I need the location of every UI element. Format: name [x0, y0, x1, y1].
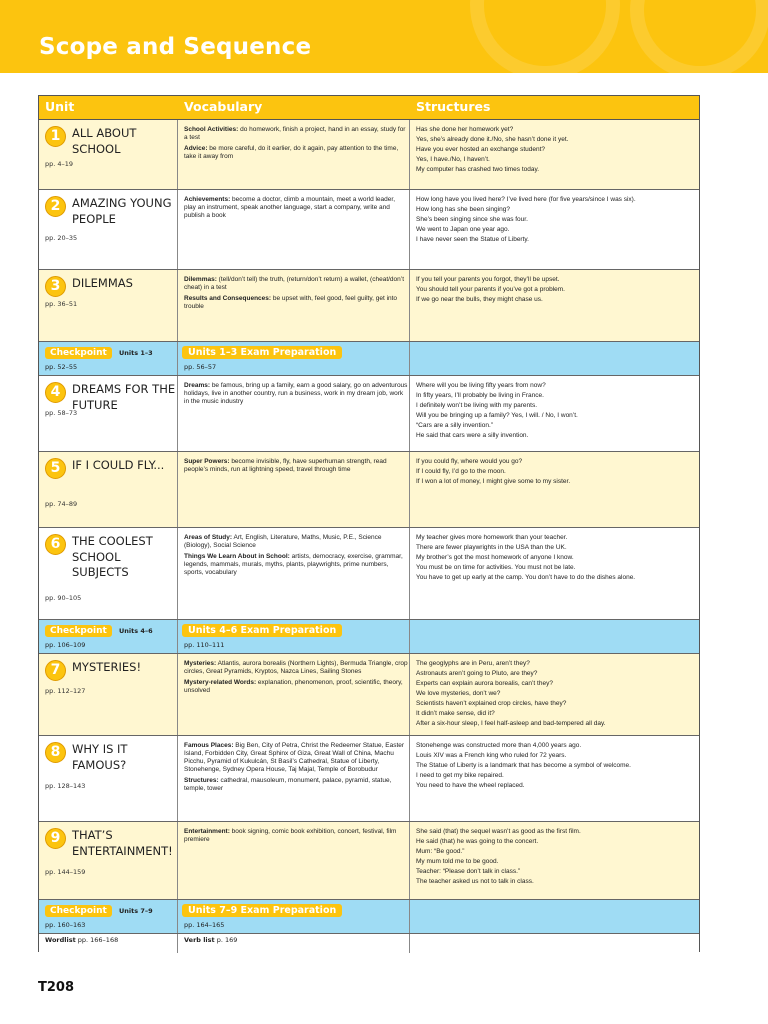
- scope-table: [38, 95, 700, 952]
- structure-line: Yes, I have./No, I haven’t.: [416, 156, 490, 163]
- unit-pages: pp. 4–19: [45, 160, 74, 168]
- vocab-label: School Activities:: [184, 126, 239, 133]
- vocab-entry: [184, 777, 408, 793]
- column-divider: [177, 934, 178, 953]
- header-vocabulary: Vocabulary: [184, 99, 263, 114]
- unit-title: ALL ABOUT SCHOOL: [72, 126, 137, 156]
- structures-cell: [416, 458, 698, 488]
- structure-line: Stonehenge was constructed more than 4,000 years ago.: [416, 742, 582, 749]
- vocab-entry: [184, 126, 408, 142]
- vocab-entry: [184, 660, 408, 676]
- structure-line: It didn’t make sense, did it?: [416, 710, 495, 717]
- vocabulary-cell: [184, 196, 408, 223]
- structures-cell: [416, 126, 698, 176]
- column-divider: [409, 900, 410, 933]
- vocab-label: Mystery-related Words:: [184, 679, 257, 686]
- vocabulary-cell: [184, 126, 408, 164]
- unit-row: [39, 822, 699, 900]
- unit-pages: pp. 36–51: [45, 300, 78, 308]
- vocabulary-cell: [184, 742, 408, 796]
- unit-pages: pp. 58–73: [45, 409, 78, 417]
- column-divider: [177, 822, 178, 899]
- structure-line: I definitely won’t be living with my parents.: [416, 402, 538, 409]
- vocab-label: Advice:: [184, 145, 208, 152]
- unit-number-badge: 1: [45, 126, 66, 147]
- structure-line: My mum told me to be good.: [416, 858, 499, 865]
- wordlist-ref: [45, 936, 118, 944]
- vocabulary-cell: [184, 534, 408, 580]
- verblist-ref: [184, 936, 237, 944]
- vocab-entry: [184, 382, 408, 406]
- banner-decoration: [470, 0, 620, 73]
- wordlist-label: Wordlist: [45, 936, 76, 944]
- checkpoint-badge: Checkpoint: [45, 347, 112, 359]
- column-divider: [177, 270, 178, 341]
- structure-line: Yes, she’s already done it./No, she hasn’t done it yet.: [416, 136, 569, 143]
- structure-line: Louis XIV was a French king who ruled for 72 years.: [416, 752, 567, 759]
- checkpoint-row: [39, 620, 699, 654]
- page-number: T208: [38, 980, 75, 995]
- structure-line: You have to get up early at the camp. You don’t have to do the dishes alone.: [416, 574, 636, 581]
- structure-line: He said (that) he was going to the concert.: [416, 838, 539, 845]
- exam-prep-pages: pp. 164–165: [184, 921, 225, 929]
- unit-pages: pp. 128–143: [45, 782, 86, 790]
- unit-row: [39, 270, 699, 342]
- unit-title: DREAMS FOR THE FUTURE: [72, 382, 176, 412]
- vocab-entry: [184, 145, 408, 161]
- structure-line: She said (that) the sequel wasn’t as good as the first film.: [416, 828, 581, 835]
- column-divider: [409, 120, 410, 189]
- column-divider: [177, 376, 178, 451]
- column-divider: [177, 190, 178, 269]
- structure-line: Teacher: “Please don’t talk in class.”: [416, 868, 521, 875]
- checkpoint-pages: pp. 160–163: [45, 921, 86, 929]
- vocab-entry: [184, 534, 408, 550]
- structure-line: After a six-hour sleep, I feel half-asleep and bad-tempered all day.: [416, 720, 606, 727]
- unit-row: [39, 736, 699, 822]
- structure-line: In fifty years, I’ll probably be living in France.: [416, 392, 544, 399]
- column-divider: [177, 736, 178, 821]
- banner-decoration: [630, 0, 768, 73]
- unit-number-badge: 8: [45, 742, 66, 763]
- vocab-text: book signing, comic book exhibition, concert, festival, film premiere: [184, 828, 397, 843]
- unit-title: WHY IS IT FAMOUS?: [72, 742, 128, 772]
- unit-row: [39, 654, 699, 736]
- structure-line: Where will you be living fifty years from now?: [416, 382, 546, 389]
- vocab-text: explanation, phenomenon, proof, scientific, theory, unsolved: [184, 679, 403, 694]
- unit-number-badge: 2: [45, 196, 66, 217]
- unit-title: THAT’S ENTERTAINMENT!: [72, 828, 173, 858]
- vocab-entry: [184, 458, 408, 474]
- vocab-text: (tell/don’t tell) the truth, (return/don’t return) a wallet, (cheat/don’t cheat) in a test: [184, 276, 405, 291]
- structure-line: Scientists haven’t explained crop circles, have they?: [416, 700, 567, 707]
- column-divider: [409, 342, 410, 375]
- unit-pages: pp. 74–89: [45, 500, 78, 508]
- unit-number-badge: 4: [45, 382, 66, 403]
- checkpoint-units: Units 4–6: [119, 627, 153, 635]
- structure-line: How long have you lived here? I’ve lived here (for five years/since I was six).: [416, 196, 636, 203]
- column-divider: [409, 452, 410, 527]
- footer-row: [39, 934, 699, 953]
- column-divider: [409, 736, 410, 821]
- structure-line: If you could fly, where would you go?: [416, 458, 523, 465]
- vocab-label: Results and Consequences:: [184, 295, 272, 302]
- unit-number-badge: 3: [45, 276, 66, 297]
- unit-number-badge: 9: [45, 828, 66, 849]
- column-divider: [409, 822, 410, 899]
- unit-row: [39, 528, 699, 620]
- exam-prep-badge: Units 1–3 Exam Preparation: [182, 346, 342, 359]
- structure-line: If we go near the bulls, they might chase us.: [416, 296, 543, 303]
- vocab-text: Art, English, Literature, Maths, Music, P.E., Science (Biology), Social Science: [184, 534, 382, 549]
- checkpoint-row: [39, 900, 699, 934]
- structures-cell: [416, 828, 698, 888]
- vocab-text: be upset with, feel good, feel guilty, get into trouble: [184, 295, 398, 310]
- exam-prep-badge: Units 7–9 Exam Preparation: [182, 904, 342, 917]
- column-divider: [177, 452, 178, 527]
- vocab-label: Things We Learn About in School:: [184, 553, 290, 560]
- vocab-entry: [184, 553, 408, 577]
- vocab-text: be famous, bring up a family, earn a good salary, go on adventurous holidays, live in another country, run a business, work in my dream job, work in the music industry: [184, 382, 408, 405]
- vocabulary-cell: [184, 458, 408, 477]
- column-divider: [409, 190, 410, 269]
- vocab-label: Mysteries:: [184, 660, 217, 667]
- vocab-label: Areas of Study:: [184, 534, 233, 541]
- column-divider: [177, 620, 178, 653]
- unit-number-badge: 5: [45, 458, 66, 479]
- checkpoint-units: Units 7–9: [119, 907, 153, 915]
- vocab-entry: [184, 276, 408, 292]
- column-divider: [409, 528, 410, 619]
- vocab-label: Structures:: [184, 777, 219, 784]
- unit-number-badge: 7: [45, 660, 66, 681]
- vocab-text: become invisible, fly, have superhuman strength, read people’s minds, run at lightning speed, travel through time: [184, 458, 387, 473]
- unit-row: [39, 120, 699, 190]
- page-title: Scope and Sequence: [39, 34, 312, 60]
- vocab-entry: [184, 295, 408, 311]
- structure-line: I have never seen the Statue of Liberty.: [416, 236, 529, 243]
- structure-line: “Cars are a silly invention.”: [416, 422, 493, 429]
- structure-line: You need to have the wheel replaced.: [416, 782, 525, 789]
- vocab-text: Atlantis, aurora borealis (Northern Lights), Bermuda Triangle, crop circles, Great Pyramids, Kryptos, Nazca Lines, Sailing Stones: [184, 660, 408, 675]
- unit-title: IF I COULD FLY...: [72, 458, 165, 472]
- header-unit: Unit: [45, 99, 75, 114]
- checkpoint-pages: pp. 52–55: [45, 363, 78, 371]
- unit-row: [39, 452, 699, 528]
- column-divider: [409, 934, 410, 953]
- structures-cell: [416, 742, 698, 792]
- column-divider: [177, 900, 178, 933]
- unit-row: [39, 376, 699, 452]
- structures-cell: [416, 276, 698, 306]
- exam-prep-badge: Units 4–6 Exam Preparation: [182, 624, 342, 637]
- vocab-text: artists, democracy, exercise, grammar, legends, mammals, murals, myths, plants, playwrights, prime numbers, sports, vocabulary: [184, 553, 403, 576]
- vocab-entry: [184, 828, 408, 844]
- structures-cell: [416, 660, 698, 730]
- unit-title: MYSTERIES!: [72, 660, 142, 674]
- vocab-label: Dilemmas:: [184, 276, 217, 283]
- vocab-text: cathedral, mausoleum, monument, palace, pyramid, statue, temple, tower: [184, 777, 392, 792]
- vocab-entry: [184, 742, 408, 774]
- structure-line: I need to get my bike repaired.: [416, 772, 504, 779]
- checkpoint-pages: pp. 106–109: [45, 641, 86, 649]
- header-structures: Structures: [416, 99, 491, 114]
- vocab-text: do homework, finish a project, hand in an essay, study for a test: [184, 126, 406, 141]
- vocab-text: Big Ben, City of Petra, Christ the Redeemer Statue, Easter Island, Forbidden City, Great Sphinx of Giza, Great Wall of China, Machu Picchu, Pyramid of Kukulcán, St Basil’s Cathedral, Statue of Liberty, Stonehenge, Sydney Opera House, Taj Majal, Temple of Borobudur: [184, 742, 405, 773]
- structure-line: Have you ever hosted an exchange student?: [416, 146, 546, 153]
- vocab-label: Dreams:: [184, 382, 211, 389]
- unit-title: THE COOLEST SCHOOL SUBJECTS: [72, 534, 153, 579]
- wordlist-pages: pp. 166–168: [75, 936, 119, 944]
- unit-pages: pp. 20–35: [45, 234, 78, 242]
- vocab-label: Entertainment:: [184, 828, 230, 835]
- structure-line: We went to Japan one year ago.: [416, 226, 510, 233]
- unit-pages: pp. 90–105: [45, 594, 82, 602]
- vocabulary-cell: [184, 660, 408, 698]
- vocabulary-cell: [184, 828, 408, 847]
- unit-number-badge: 6: [45, 534, 66, 555]
- structure-line: She’s been singing since she was four.: [416, 216, 528, 223]
- vocab-text: be more careful, do it earlier, do it again, pay attention to the time, take it away from: [184, 145, 399, 160]
- column-divider: [177, 528, 178, 619]
- checkpoint-badge: Checkpoint: [45, 625, 112, 637]
- table-header: [39, 96, 699, 120]
- structure-line: My teacher gives more homework than your teacher.: [416, 534, 568, 541]
- exam-prep-pages: pp. 56–57: [184, 363, 217, 371]
- checkpoint-row: [39, 342, 699, 376]
- structure-line: We love mysteries, don’t we?: [416, 690, 501, 697]
- vocab-entry: [184, 196, 408, 220]
- structures-cell: [416, 382, 698, 442]
- verblist-pages: p. 169: [214, 936, 238, 944]
- structure-line: Has she done her homework yet?: [416, 126, 514, 133]
- vocab-label: Achievements:: [184, 196, 231, 203]
- structure-line: My computer has crashed two times today.: [416, 166, 540, 173]
- structure-line: Astronauts aren’t going to Pluto, are they?: [416, 670, 538, 677]
- vocabulary-cell: [184, 276, 408, 314]
- checkpoint-badge: Checkpoint: [45, 905, 112, 917]
- column-divider: [409, 654, 410, 735]
- unit-pages: pp. 144–159: [45, 868, 86, 876]
- unit-row: [39, 190, 699, 270]
- column-divider: [177, 654, 178, 735]
- column-divider: [409, 270, 410, 341]
- unit-title: DILEMMAS: [72, 276, 133, 290]
- vocabulary-cell: [184, 382, 408, 409]
- title-banner: [0, 0, 768, 73]
- structure-line: The geoglyphs are in Peru, aren’t they?: [416, 660, 530, 667]
- structure-line: Mum: “Be good.”: [416, 848, 465, 855]
- exam-prep-pages: pp. 110–111: [184, 641, 225, 649]
- structure-line: The teacher asked us not to talk in class.: [416, 878, 534, 885]
- structure-line: You must be on time for activities. You must not be late.: [416, 564, 576, 571]
- structure-line: Will you be bringing up a family? Yes, I will. / No, I won’t.: [416, 412, 578, 419]
- unit-title: AMAZING YOUNG PEOPLE: [72, 196, 172, 226]
- vocab-text: become a doctor, climb a mountain, meet a world leader, play an instrument, speak another language, start a company, write and publish a book: [184, 196, 396, 219]
- structure-line: You should tell your parents if you’ve got a problem.: [416, 286, 565, 293]
- column-divider: [177, 120, 178, 189]
- structures-cell: [416, 534, 698, 584]
- structures-cell: [416, 196, 698, 246]
- structure-line: He said that cars were a silly invention.: [416, 432, 529, 439]
- verblist-label: Verb list: [184, 936, 215, 944]
- column-divider: [409, 620, 410, 653]
- structure-line: Experts can explain aurora borealis, can’t they?: [416, 680, 553, 687]
- structure-line: If I won a lot of money, I might give some to my sister.: [416, 478, 571, 485]
- vocab-entry: [184, 679, 408, 695]
- structure-line: My brother’s got the most homework of anyone I know.: [416, 554, 574, 561]
- structure-line: If you tell your parents you forgot, they’ll be upset.: [416, 276, 560, 283]
- checkpoint-units: Units 1–3: [119, 349, 153, 357]
- unit-pages: pp. 112–127: [45, 687, 86, 695]
- vocab-label: Super Powers:: [184, 458, 230, 465]
- structure-line: How long has she been singing?: [416, 206, 510, 213]
- column-divider: [177, 342, 178, 375]
- structure-line: If I could fly, I’d go to the moon.: [416, 468, 506, 475]
- structure-line: The Statue of Liberty is a landmark that has become a symbol of welcome.: [416, 762, 631, 769]
- vocab-label: Famous Places:: [184, 742, 234, 749]
- structure-line: There are fewer playwrights in the USA than the UK.: [416, 544, 567, 551]
- column-divider: [409, 376, 410, 451]
